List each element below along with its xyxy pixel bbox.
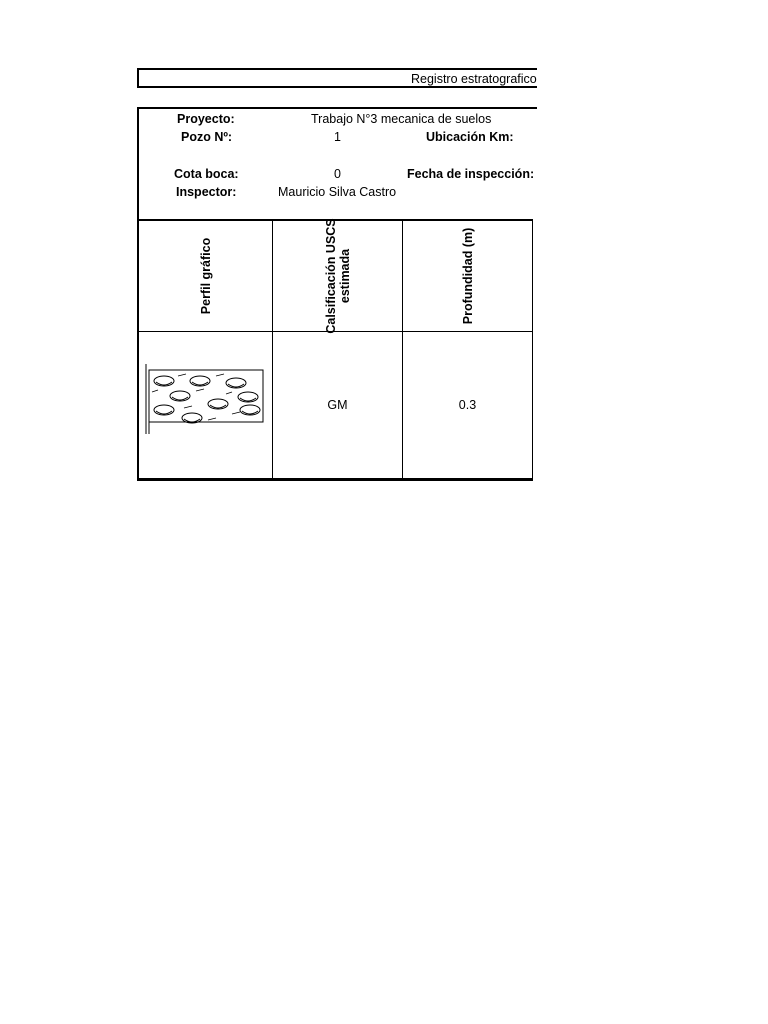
ubicacion-label: Ubicación Km: xyxy=(426,130,514,144)
gravel-pattern-icon xyxy=(144,364,268,436)
header-perfil-grafico: Perfil gráfico xyxy=(198,237,213,315)
cota-boca-label: Cota boca: xyxy=(174,167,239,181)
table-row-profile-cell xyxy=(137,331,273,481)
header-uscs-line2: estimada xyxy=(337,248,352,304)
header-cell-profundidad xyxy=(402,219,533,332)
table-row-uscs-cell xyxy=(272,331,403,481)
depth-value: 0.3 xyxy=(458,398,477,412)
pozo-label: Pozo Nº: xyxy=(181,130,233,144)
table-row-depth-cell xyxy=(402,331,533,481)
project-info-section xyxy=(137,107,537,220)
document-title: Registro estratografico xyxy=(411,72,537,86)
header-profundidad: Profundidad (m) xyxy=(460,227,475,325)
pozo-value: 1 xyxy=(334,130,341,144)
cota-boca-value: 0 xyxy=(334,167,341,181)
header-cell-perfil xyxy=(137,219,273,332)
proyecto-value: Trabajo N°3 mecanica de suelos xyxy=(311,112,492,126)
header-uscs-line1: Calsificación USCS xyxy=(323,218,338,334)
stratigraphic-table xyxy=(137,219,532,481)
proyecto-label: Proyecto: xyxy=(177,112,235,126)
title-bar xyxy=(137,68,537,88)
inspector-value: Mauricio Silva Castro xyxy=(278,185,397,199)
header-cell-uscs xyxy=(272,219,403,332)
uscs-value: GM xyxy=(327,398,348,412)
fecha-inspeccion-label: Fecha de inspección: xyxy=(407,167,535,181)
header-clasificacion-uscs xyxy=(324,218,352,333)
inspector-label: Inspector: xyxy=(176,185,237,199)
